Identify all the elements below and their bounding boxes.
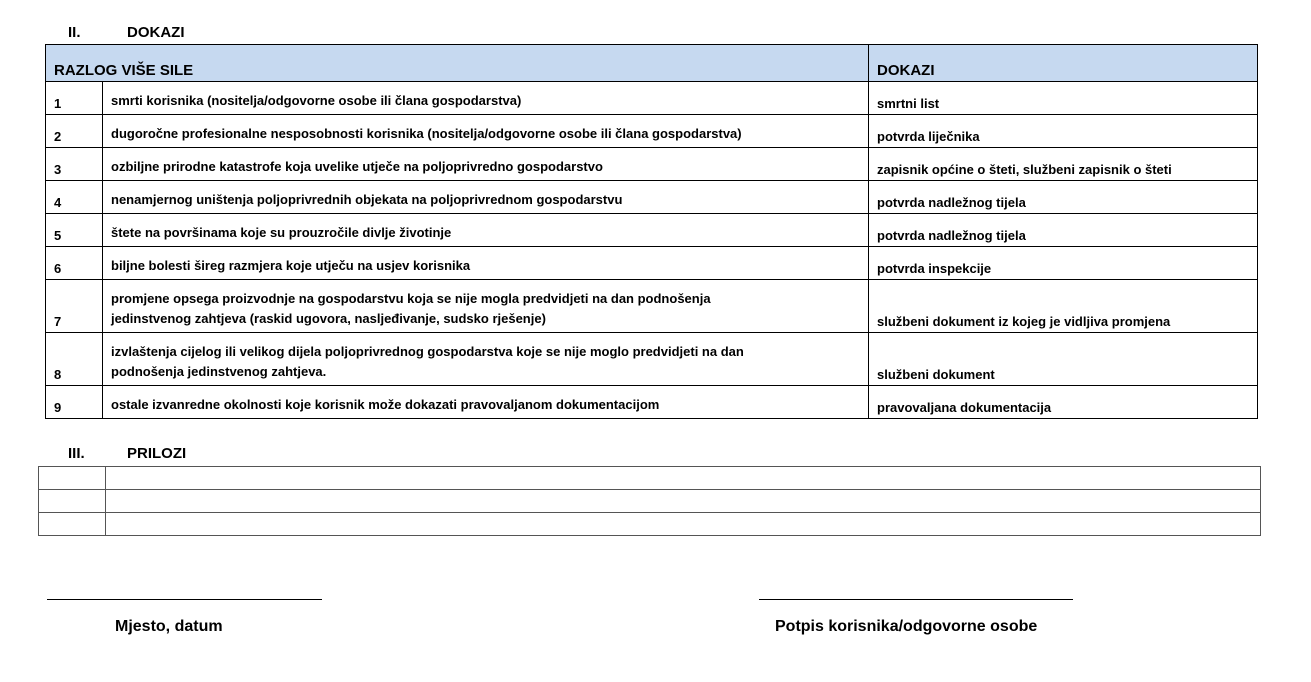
row-reason: nenamjernog uništenja poljoprivrednih objekata na poljoprivrednom gospodarstvu (103, 181, 869, 214)
attachment-number-cell[interactable] (39, 513, 106, 536)
table-row (46, 181, 1258, 214)
place-date-line[interactable] (47, 599, 322, 600)
row-reason: štete na površinama koje su prouzročile divlje životinje (103, 214, 869, 247)
row-evidence: pravovaljana dokumentacija (869, 386, 1258, 419)
row-reason: ozbiljne prirodne katastrofe koja uvelike utječe na poljoprivredno gospodarstvo (103, 148, 869, 181)
row-evidence: potvrda liječnika (869, 115, 1258, 148)
reason-line: jedinstvenog zahtjeva (raskid ugovora, nasljeđivanje, sudsko rješenje) (111, 311, 546, 326)
row-evidence: potvrda inspekcije (869, 247, 1258, 280)
signature-line[interactable] (759, 599, 1073, 600)
place-date-label: Mjesto, datum (115, 618, 223, 635)
row-number: 6 (46, 247, 103, 280)
attachment-number-cell[interactable] (39, 490, 106, 513)
attachment-description-cell[interactable] (106, 513, 1261, 536)
row-number: 7 (46, 280, 103, 333)
row-evidence: potvrda nadležnog tijela (869, 181, 1258, 214)
force-majeure-evidence-table (45, 44, 1258, 419)
attachment-row (39, 467, 1261, 490)
row-reason: biljne bolesti šireg razmjera koje utječu na usjev korisnika (103, 247, 869, 280)
row-reason: smrti korisnika (nositelja/odgovorne osobe ili člana gospodarstva) (103, 82, 869, 115)
row-evidence: potvrda nadležnog tijela (869, 214, 1258, 247)
header-evidence: DOKAZI (869, 45, 1258, 82)
table-row (46, 82, 1258, 115)
row-reason: ostale izvanredne okolnosti koje korisnik može dokazati pravovaljanom dokumentacijom (103, 386, 869, 419)
row-evidence: službeni dokument (869, 333, 1258, 386)
row-number: 3 (46, 148, 103, 181)
row-evidence: službeni dokument iz kojeg je vidljiva promjena (869, 280, 1258, 333)
row-evidence: zapisnik općine o šteti, službeni zapisnik o šteti (869, 148, 1258, 181)
attachment-description-cell[interactable] (106, 490, 1261, 513)
section-number: III. (68, 445, 85, 462)
row-evidence: smrtni list (869, 82, 1258, 115)
row-reason: dugoročne profesionalne nesposobnosti korisnika (nositelja/odgovorne osobe ili člana gospodarstva) (103, 115, 869, 148)
section-number: II. (68, 24, 81, 41)
attachment-row (39, 490, 1261, 513)
row-number: 8 (46, 333, 103, 386)
attachment-row (39, 513, 1261, 536)
row-number: 1 (46, 82, 103, 115)
reason-line: promjene opsega proizvodnje na gospodarstvu koja se nije mogla predvidjeti na dan podnošenja (111, 291, 711, 306)
signature-label: Potpis korisnika/odgovorne osobe (775, 618, 1038, 635)
attachment-number-cell[interactable] (39, 467, 106, 490)
table-row (46, 247, 1258, 280)
reason-line: izvlaštenja cijelog ili velikog dijela poljoprivrednog gospodarstva koje se nije moglo predvidjeti na dan (111, 344, 744, 359)
row-reason (103, 333, 869, 386)
table-row (46, 280, 1258, 333)
section-title: DOKAZI (127, 24, 185, 41)
table-row (46, 148, 1258, 181)
table-row (46, 333, 1258, 386)
attachments-table (38, 466, 1261, 536)
table-row (46, 386, 1258, 419)
table-row (46, 214, 1258, 247)
header-reason: RAZLOG VIŠE SILE (46, 45, 869, 82)
attachment-description-cell[interactable] (106, 467, 1261, 490)
row-number: 4 (46, 181, 103, 214)
row-number: 2 (46, 115, 103, 148)
section-title: PRILOZI (127, 445, 187, 462)
row-reason (103, 280, 869, 333)
row-number: 5 (46, 214, 103, 247)
table-header-row (46, 45, 1258, 82)
table-row (46, 115, 1258, 148)
row-number: 9 (46, 386, 103, 419)
reason-line: podnošenja jedinstvenog zahtjeva. (111, 364, 327, 379)
